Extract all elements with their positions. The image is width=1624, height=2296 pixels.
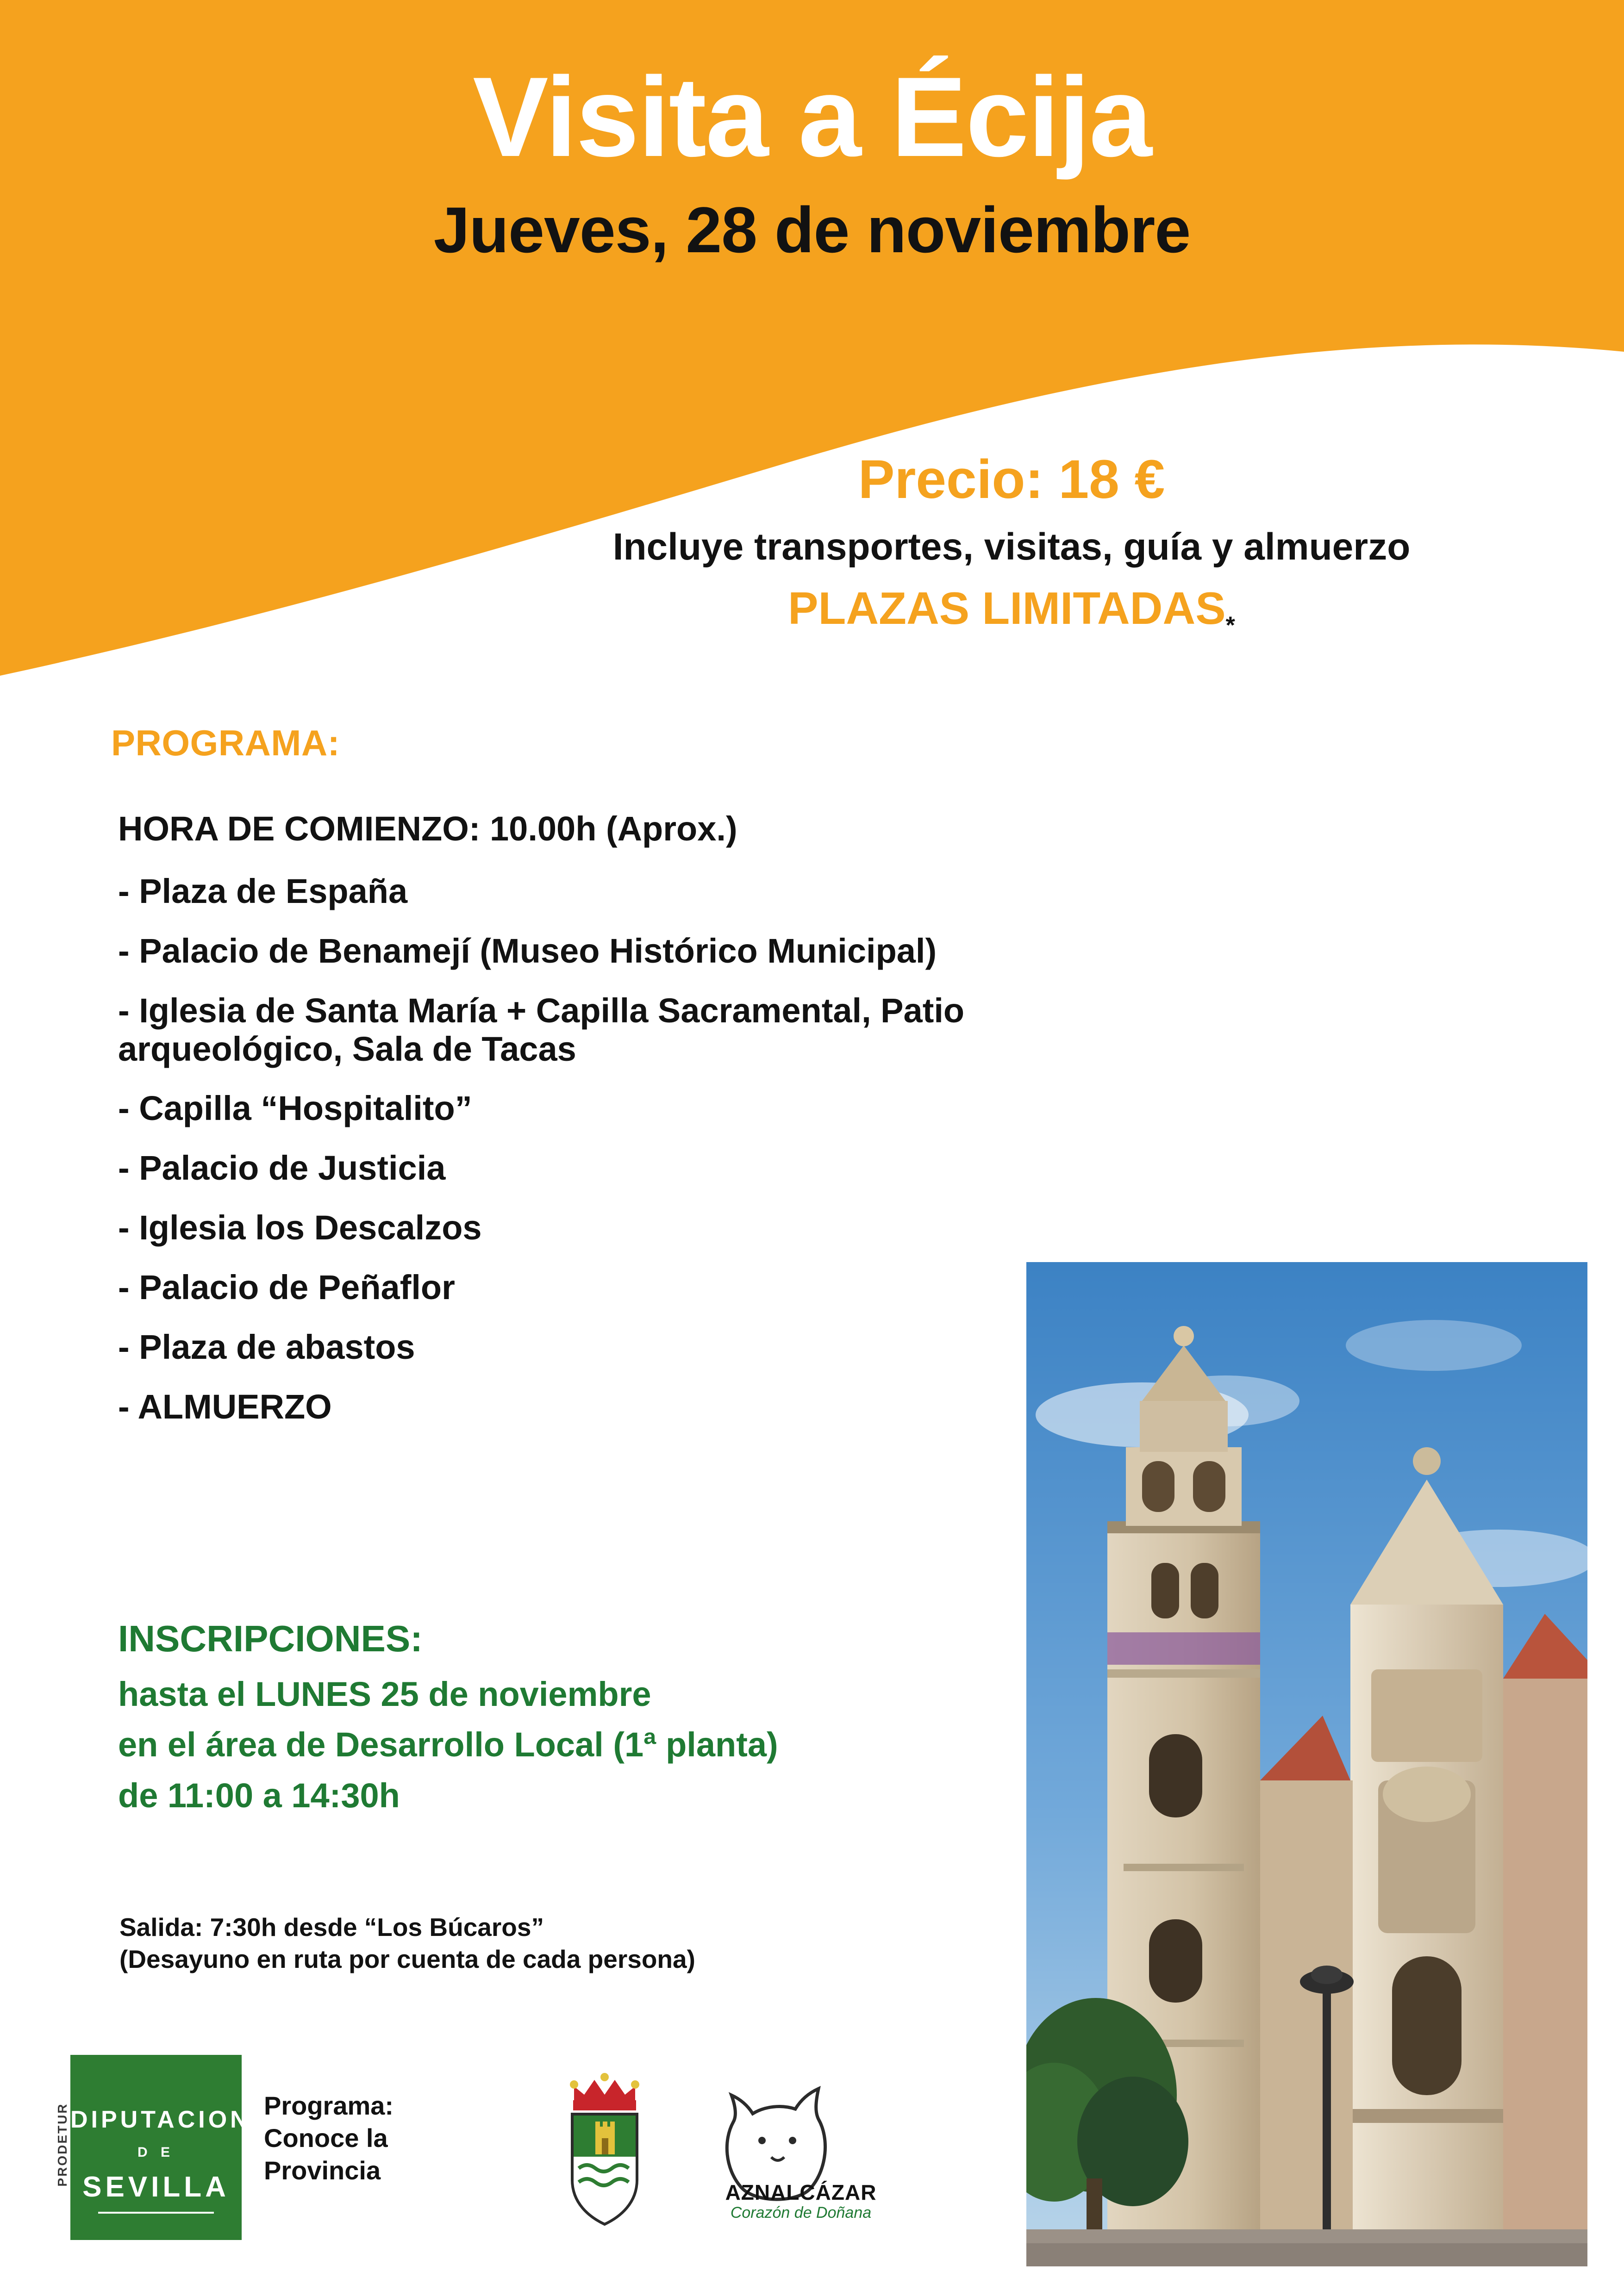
diputacion-line-1: DIPUTACION (70, 2106, 251, 2133)
list-item: - Plaza de abastos (118, 1327, 415, 1366)
prodetur-label (46, 2059, 70, 2244)
list-item: - Iglesia los Descalzos (118, 1208, 482, 1247)
aznalcazar-name: AZNALCÁZAR (725, 2180, 877, 2204)
programa-conoce-line-1: Programa: (264, 2091, 394, 2120)
inscripciones-heading: INSCRIPCIONES: (118, 1618, 423, 1659)
inscripciones-line: hasta el LUNES 25 de noviembre (118, 1675, 651, 1713)
ecija-church-photo (1026, 1262, 1587, 2266)
salida-line: Salida: 7:30h desde “Los Búcaros” (119, 1913, 544, 1941)
list-item: HORA DE COMIENZO: 10.00h (Aprox.) (118, 809, 737, 848)
inscripciones-block (118, 1618, 1021, 1826)
shield-svg (556, 2064, 667, 2235)
inscripciones-line: de 11:00 a 14:30h (118, 1776, 400, 1815)
diputacion-line-2: D E (137, 2145, 175, 2160)
list-item: - Iglesia de Santa María + Capilla Sacramental, Patio arqueológico, Sala de Tacas (118, 991, 965, 1068)
programa-conoce-provincia (264, 2090, 394, 2187)
prodetur-text: PRODETUR (55, 2103, 69, 2187)
limited-seats-label: PLAZAS LIMITADAS (788, 582, 1226, 634)
list-item: - Plaza de España (118, 871, 408, 910)
price-text: Precio: 18 € (858, 449, 1165, 510)
programa-conoce-line-3: Provincia (264, 2156, 381, 2185)
salida-block (119, 1911, 1022, 1975)
photo-illustration (1026, 1262, 1587, 2266)
logo-divider (98, 2212, 214, 2214)
asterisk-mark: * (1225, 612, 1235, 639)
poster-title-group (0, 53, 1624, 266)
list-item: - Palacio de Benamejí (Museo Histórico Municipal) (118, 931, 937, 970)
list-item: - Palacio de Justicia (118, 1149, 446, 1188)
includes-text: Incluye transportes, visitas, guía y almuerzo (612, 525, 1411, 568)
list-item: - Capilla “Hospitalito” (118, 1089, 472, 1128)
inscripciones-line: en el área de Desarrollo Local (1ª planta) (118, 1725, 778, 1764)
diputacion-line-3: SEVILLA (82, 2171, 230, 2203)
list-item: - ALMUERZO (118, 1387, 332, 1426)
price-block (417, 451, 1606, 638)
page-title: Visita a Écija (473, 53, 1151, 180)
aznalcazar-shield-icon (556, 2064, 667, 2235)
list-item: - Palacio de Peñaflor (118, 1268, 455, 1307)
salida-line: (Desayuno en ruta por cuenta de cada persona) (119, 1944, 695, 1973)
diputacion-sevilla-logo (70, 2055, 251, 2240)
page-subtitle: Jueves, 28 de noviembre (433, 193, 1191, 266)
programa-list (118, 810, 1021, 1448)
programa-heading: PROGRAMA: (111, 722, 340, 763)
aznalcazar-tagline: Corazón de Doñana (730, 2204, 872, 2221)
limited-seats-text (417, 582, 1606, 639)
programa-conoce-line-2: Conoce la (264, 2123, 388, 2153)
footer-logos (46, 2055, 995, 2259)
